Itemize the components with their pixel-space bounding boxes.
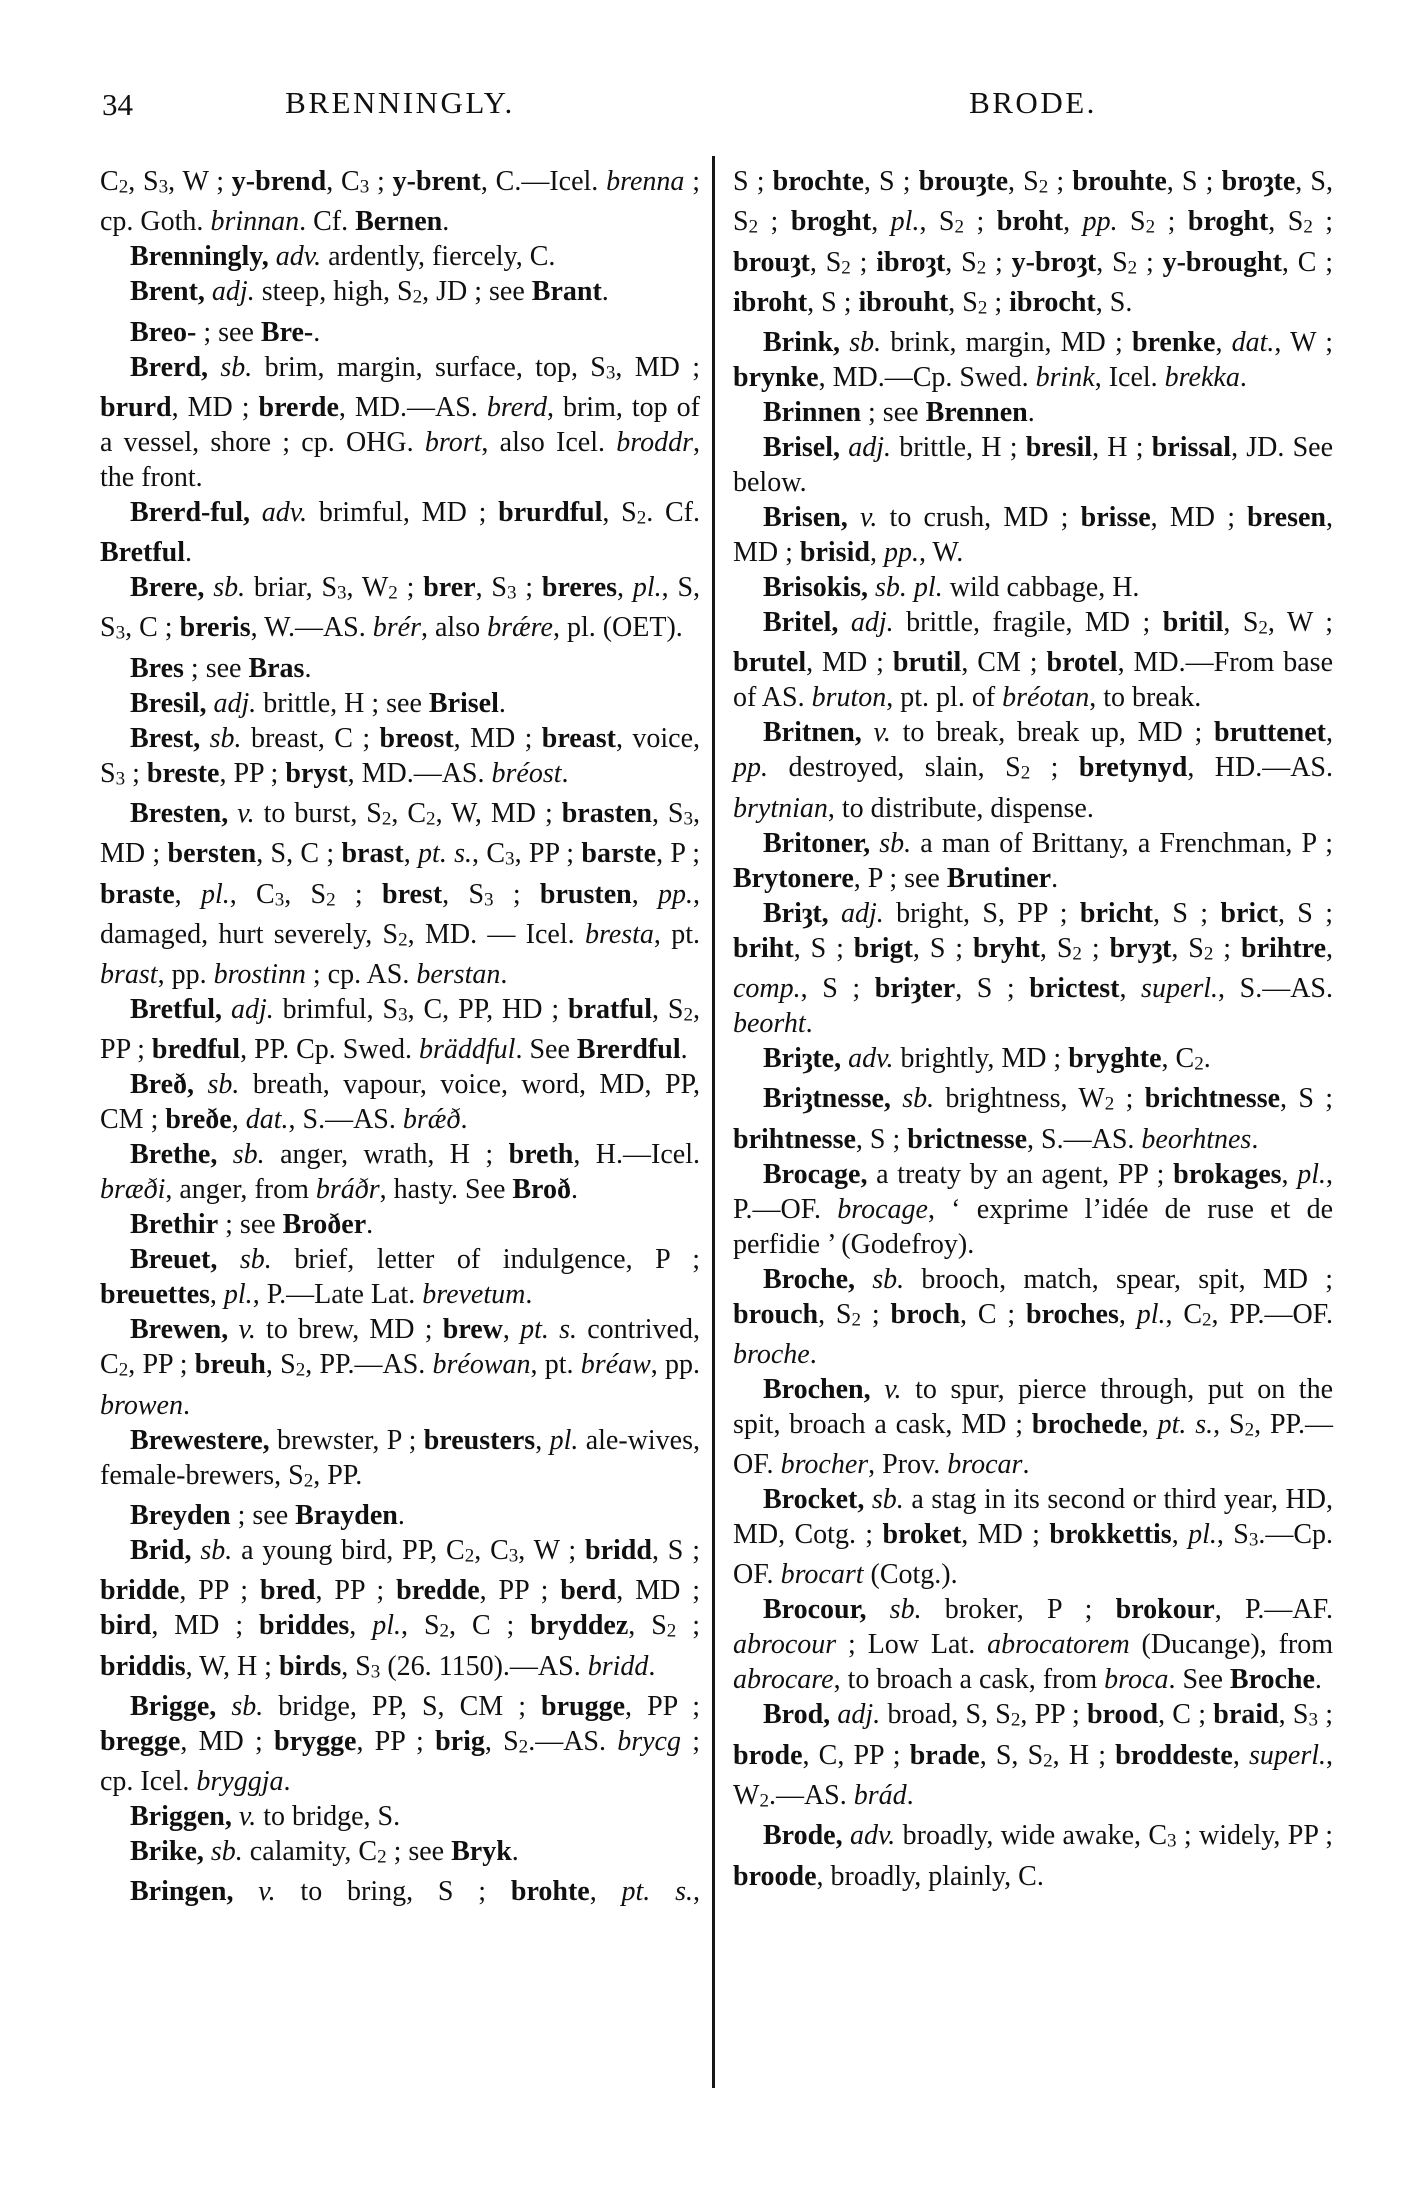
dictionary-entry: Britnen, v. to break, break up, MD ; bruttenet, pp. destroyed, slain, S2 ; bretynyd, HD.—AS. brytnian, to distribute, dispense. xyxy=(733,717,1334,824)
dictionary-entry: Brenningly, adv. ardently, fiercely, C. xyxy=(130,241,556,273)
dictionary-entry: Bretful, adj. brimful, S3, C, PP, HD ; bratful, S2, PP ; bredful, PP. Cp. Swed. bräddful. See Brerdful. xyxy=(100,994,701,1066)
dictionary-entry: Brewestere, brewster, P ; breusters, pl. ale-wives, female-brewers, S2, PP. xyxy=(100,1424,701,1491)
dictionary-entry: Brest, sb. breast, C ; breost, MD ; breast, voice, S3 ; breste, PP ; bryst, MD.—AS. bréost. xyxy=(100,722,700,789)
dictionary-entry: Briggen, v. to bridge, S. xyxy=(130,1801,401,1833)
dictionary-entry: Brinnen ; see Brennen. xyxy=(763,397,1035,429)
dictionary-entry: Brewen, v. to brew, MD ; brew, pt. s. contrived, C2, PP ; breuh, S2, PP.—AS. bréowan, pt. bréaw, pp. browen. xyxy=(100,1314,700,1421)
right-column xyxy=(733,164,1333,1894)
dictionary-entry: Breo- ; see Bre-. xyxy=(130,316,321,348)
dictionary-entry: Bresten, v. to burst, S2, C2, W, MD ; brasten, S3, MD ; bersten, S, C ; brast, pt. s., C3, PP ; barste, P ; braste, pl., C3, S2 ; brest, S3 ; brusten, pp., damaged, hurt severely, S2, MD. — Icel. bresta, pt. brast, pp. brostinn ; cp. AS. berstan. xyxy=(100,797,701,991)
dictionary-entry: Brerd-ful, adv. brimful, MD ; brurdful, S2. Cf. Bretful. xyxy=(100,496,701,569)
dictionary-entry: Britoner, sb. a man of Brittany, a Frenchman, P ; Brytonere, P ; see Brutiner. xyxy=(733,827,1333,894)
dictionary-entry: Briȝte, adv. brightly, MD ; bryghte, C2. xyxy=(763,1042,1211,1075)
running-head-left: BRENNINGLY. xyxy=(285,85,515,120)
dictionary-entry: Brisokis, sb. pl. wild cabbage, H. xyxy=(763,572,1140,604)
dictionary-entry: Brode, adv. broadly, wide awake, C3 ; widely, PP ; broode, broadly, plainly, C. xyxy=(733,1820,1333,1892)
dictionary-entry: Brocour, sb. broker, P ; brokour, P.—AF. abrocour ; Low Lat. abrocatorem (Ducange), from abrocare, to broach a cask, from broca. See Broche. xyxy=(733,1594,1333,1696)
dictionary-entry: Brid, sb. a young bird, PP, C2, C3, W ; bridd, S ; bridde, PP ; bred, PP ; bredde, PP ; berd, MD ; bird, MD ; briddes, pl., S2, C ; bryddez, S2 ; briddis, W, H ; birds, S3 (26. 1150).—AS. bridd. xyxy=(100,1534,701,1682)
dictionary-entry: Brisel, adj. brittle, H ; bresil, H ; brissal, JD. See below. xyxy=(733,432,1334,499)
dictionary-entry: Brocket, sb. a stag in its second or third year, HD, MD, Cotg. ; broket, MD ; brokkettis, pl., S3.—Cp. OF. brocart (Cotg.). xyxy=(733,1484,1334,1591)
dictionary-entry: Brigge, sb. bridge, PP, S, CM ; brugge, PP ; bregge, MD ; brygge, PP ; brig, S2.—AS. brycg ; cp. Icel. bryggja. xyxy=(100,1690,701,1798)
dictionary-entry: Bres ; see Bras. xyxy=(130,652,312,684)
dictionary-entry: Brent, adj. steep, high, S2, JD ; see Brant. xyxy=(130,276,609,308)
dictionary-entry: Bringen, v. to bring, S ; brohte, pt. s., xyxy=(130,1876,700,1908)
dictionary-entry: Brike, sb. calamity, C2 ; see Bryk. xyxy=(130,1836,519,1868)
dictionary-entry: Brerd, sb. brim, margin, surface, top, S3, MD ; brurd, MD ; brerde, MD.—AS. brerd, brim, top of a vessel, shore ; cp. OHG. brort, also Icel. broddr, the front. xyxy=(100,351,700,493)
running-head-right: BRODE. xyxy=(969,85,1097,120)
dictionary-entry: Broche, sb. brooch, match, spear, spit, MD ; brouch, S2 ; broch, C ; broches, pl., C2, PP.—OF. broche. xyxy=(733,1263,1333,1370)
dictionary-entry: Brethir ; see Broðer. xyxy=(130,1209,374,1241)
dictionary-entry: Breuet, sb. brief, letter of indulgence, P ; breuettes, pl., P.—Late Lat. brevetum. xyxy=(100,1244,700,1311)
dictionary-entry: Brod, adj. broad, S, S2, PP ; brood, C ; braid, S3 ; brode, C, PP ; brade, S, S2, H ; broddeste, superl., W2.—AS. brád. xyxy=(733,1699,1334,1812)
dictionary-entry: Breyden ; see Brayden. xyxy=(130,1499,405,1531)
dictionary-entry: Brochen, v. to spur, pierce through, put on the spit, broach a cask, MD ; brochede, pt. s., S2, PP.—OF. brocher, Prov. brocar. xyxy=(733,1373,1334,1481)
dictionary-entry: Brisen, v. to crush, MD ; brisse, MD ; bresen, MD ; brisid, pp., W. xyxy=(733,502,1333,569)
column-divider-rule xyxy=(712,156,715,2088)
dictionary-entry: Briȝt, adj. bright, S, PP ; bricht, S ; brict, S ; briht, S ; brigt, S ; bryht, S2 ; bryȝt, S2 ; brihtre, comp., S ; briȝter, S ; brictest, superl., S.—AS. beorht. xyxy=(733,897,1334,1039)
dictionary-entry: Brink, sb. brink, margin, MD ; brenke, dat., W ; brynke, MD.—Cp. Swed. brink, Icel. brekka. xyxy=(733,327,1334,394)
left-column xyxy=(100,164,700,1909)
dictionary-entry: Brethe, sb. anger, wrath, H ; breth, H.—Icel. bræði, anger, from bráðr, hasty. See Broð. xyxy=(100,1139,700,1206)
dictionary-entry: Briȝtnesse, sb. brightness, W2 ; brichtnesse, S ; brihtnesse, S ; brictnesse, S.—AS. beorhtnes. xyxy=(733,1083,1334,1155)
dictionary-entry: Bresil, adj. brittle, H ; see Brisel. xyxy=(130,687,506,719)
dictionary-entry: Britel, adj. brittle, fragile, MD ; britil, S2, W ; brutel, MD ; brutil, CM ; brotel, MD.—From base of AS. bruton, pt. pl. of bréotan, to break. xyxy=(733,607,1334,714)
page-number: 34 xyxy=(102,87,133,122)
entry-continuation: S ; brochte, S ; brouȝte, S2 ; brouhte, S ; broȝte, S, S2 ; broght, pl., S2 ; broht, pp. S2 ; broght, S2 ; brouȝt, S2 ; ibroȝt, S2 ; y-broȝt, S2 ; y-brought, C ; ibroht, S ; ibrouht, S2 ; ibrocht, S. xyxy=(733,166,1334,319)
dictionary-entry: Brocage, a treaty by an agent, PP ; brokages, pl., P.—OF. brocage, ‘ exprime l’idée de ruse et de perfidie ’ (Godefroy). xyxy=(733,1158,1334,1260)
dictionary-entry: Breð, sb. breath, vapour, voice, word, MD, PP, CM ; breðe, dat., S.—AS. brǽð. xyxy=(100,1069,700,1136)
dictionary-entry: Brere, sb. briar, S3, W2 ; brer, S3 ; breres, pl., S, S3, C ; breris, W.—AS. brér, also brǽre, pl. (OET). xyxy=(100,572,701,644)
entry-continuation: C2, S3, W ; y-brend, C3 ; y-brent, C.—Icel. brenna ; cp. Goth. brinnan. Cf. Bernen. xyxy=(100,166,701,238)
